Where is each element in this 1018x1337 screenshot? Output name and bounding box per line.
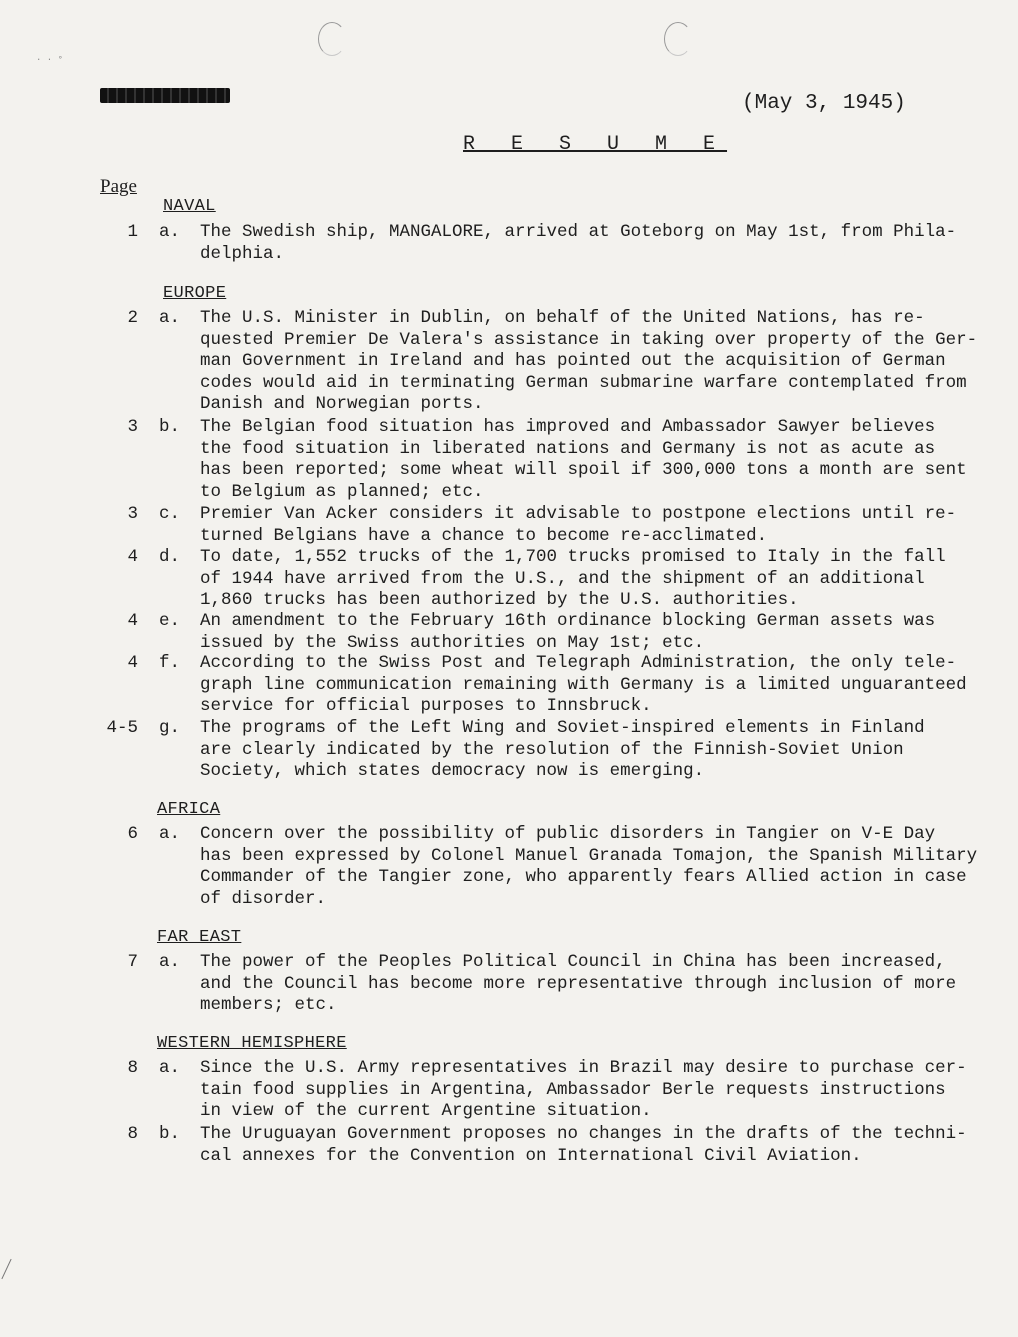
item-page-number: 8	[127, 1124, 138, 1144]
item-text: The U.S. Minister in Dublin, on behalf of the United Nations, has re- quested Premier De Valera's assistance in taking over property of the Ger- man Government in Ireland and has pointed out the acquisition of German codes would aid in terminating German submarine warfare contemplated from Danish and Norwegian ports.	[200, 308, 978, 414]
item-page-number: 4	[127, 653, 138, 673]
section-heading-far-east: FAR EAST	[157, 928, 242, 947]
item-text: The Belgian food situation has improved and Ambassador Sawyer believes the food situation in liberated nations and Germany is not as acute as has been reported; some wheat will spoil if 300,000 tons a month are sent to Belgium as planned; etc.	[200, 417, 967, 502]
item-letter: a.	[159, 222, 181, 242]
item-text: Concern over the possibility of public disorders in Tangier on V-E Day has been expressed by Colonel Manuel Granada Tomajon, the Spanish Military Commander of the Tangier zone, who apparently fears Allied action in case of disorder.	[200, 824, 978, 909]
document-title: R E S U M E	[463, 133, 728, 156]
punch-hole-right	[664, 22, 692, 56]
item-page-number: 4	[127, 547, 138, 567]
item-letter: a.	[159, 824, 181, 844]
item-letter: a.	[159, 1058, 181, 1078]
item-page-number: 2	[127, 308, 138, 328]
item-page-number: 3	[127, 417, 138, 437]
item-text: Premier Van Acker considers it advisable to postpone elections until re- turned Belgians have a chance to become re-acclimated.	[200, 504, 957, 546]
item-page-number: 8	[127, 1058, 138, 1078]
item-letter: f.	[159, 653, 181, 673]
item-letter: a.	[159, 952, 181, 972]
item-text: According to the Swiss Post and Telegraph Administration, the only tele- graph line communication remaining with Germany is a limited unguaranteed service for official purposes to Innsbruck.	[200, 653, 967, 716]
section-heading-africa: AFRICA	[157, 800, 221, 819]
section-heading-naval: NAVAL	[163, 197, 216, 216]
item-letter: c.	[159, 504, 181, 524]
item-text: The power of the Peoples Political Council in China has been increased, and the Council has become more representative through inclusion of more members; etc.	[200, 952, 957, 1015]
item-letter: a.	[159, 308, 181, 328]
paper-specks: · · °	[36, 55, 64, 65]
item-text: An amendment to the February 16th ordinance blocking German assets was issued by the Swiss authorities on May 1st; etc.	[200, 611, 936, 653]
item-letter: b.	[159, 417, 181, 437]
item-letter: e.	[159, 611, 181, 631]
item-text: The programs of the Left Wing and Soviet-inspired elements in Finland are clearly indicated by the resolution of the Finnish-Soviet Union Society, which states democracy now is emerging.	[200, 718, 925, 781]
item-page-number: 4	[127, 611, 138, 631]
document-date: (May 3, 1945)	[742, 92, 906, 115]
item-text: Since the U.S. Army representatives in Brazil may desire to purchase cer- tain food supplies in Argentina, Ambassador Berle requests instructions in view of the current Argentine situation.	[200, 1058, 967, 1121]
item-page-number: 1	[127, 222, 138, 242]
item-letter: g.	[159, 718, 181, 738]
item-letter: d.	[159, 547, 181, 567]
punch-hole-left	[318, 22, 346, 56]
redacted-classification-stamp	[100, 88, 230, 103]
paper-mark	[1, 1259, 11, 1279]
section-heading-western-hemisphere: WESTERN HEMISPHERE	[157, 1034, 347, 1053]
item-page-number: 7	[127, 952, 138, 972]
item-page-number: 3	[127, 504, 138, 524]
item-page-number: 4-5	[106, 718, 138, 738]
item-text: To date, 1,552 trucks of the 1,700 trucks promised to Italy in the fall of 1944 have arrived from the U.S., and the shipment of an additional 1,860 trucks has been authorized by the U.S. authorities.	[200, 547, 946, 610]
item-letter: b.	[159, 1124, 181, 1144]
section-heading-europe: EUROPE	[163, 284, 227, 303]
item-text: The Uruguayan Government proposes no changes in the drafts of the techni- cal annexes for the Convention on International Civil Aviation.	[200, 1124, 967, 1166]
page-column-label: Page	[100, 176, 137, 197]
item-text: The Swedish ship, MANGALORE, arrived at Goteborg on May 1st, from Phila- delphia.	[200, 222, 957, 264]
item-page-number: 6	[127, 824, 138, 844]
